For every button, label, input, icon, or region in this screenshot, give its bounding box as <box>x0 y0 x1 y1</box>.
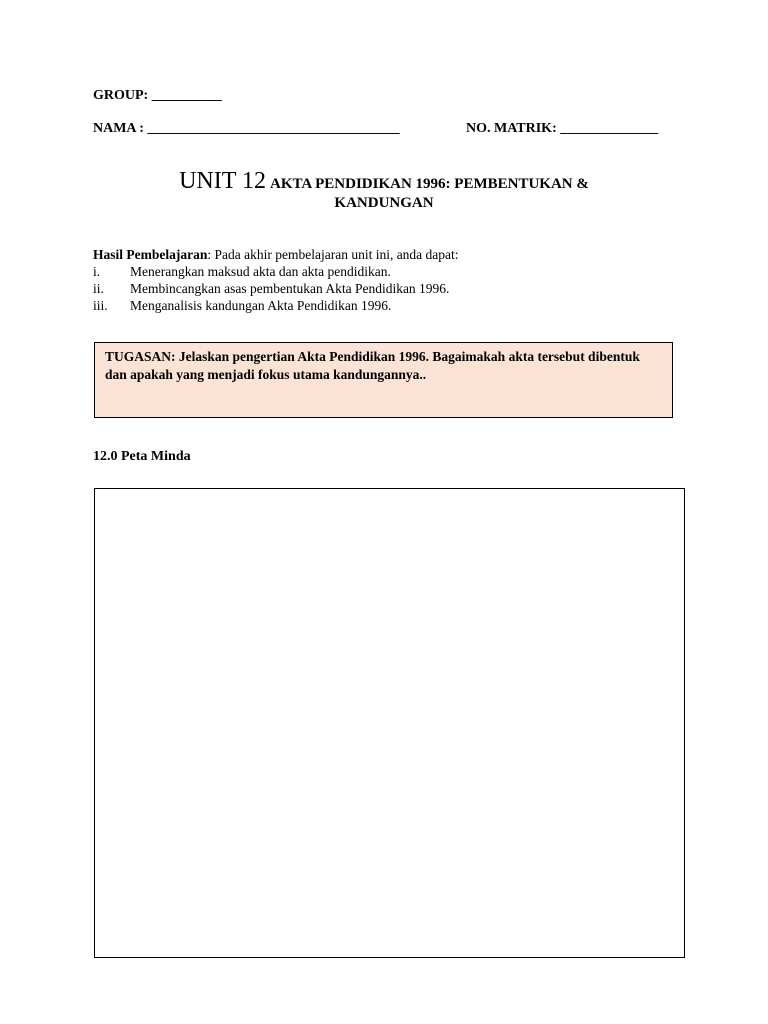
learning-outcomes-intro <box>93 247 459 263</box>
group-blank[interactable]: __________ <box>151 88 222 103</box>
group-field <box>93 88 222 104</box>
title-line-2: KANDUNGAN <box>334 195 434 211</box>
nama-label: NAMA : <box>93 121 144 136</box>
outcome-number: i. <box>93 264 101 279</box>
section-heading: 12.0 Peta Minda <box>93 449 191 464</box>
outcome-text: Membincangkan asas pembentukan Akta Pendidikan 1996. <box>130 281 450 296</box>
learning-outcomes-text: : Pada akhir pembelajaran unit ini, anda dapat: <box>207 247 459 262</box>
outcome-text: Menerangkan maksud akta dan akta pendidikan. <box>130 264 391 279</box>
page-title <box>0 168 768 195</box>
outcome-number: ii. <box>93 281 104 296</box>
matrik-field <box>466 121 658 137</box>
group-label: GROUP: <box>93 88 149 103</box>
outcome-number: iii. <box>93 298 108 313</box>
matrik-label: NO. MATRIK: <box>466 121 557 136</box>
nama-field <box>93 121 399 137</box>
task-text: TUGASAN: Jelaskan pengertian Akta Pendidikan 1996. Bagaimakah akta tersebut dibentuk dan apakah yang menjadi fokus utama kandungannya.. <box>105 349 640 382</box>
matrik-blank[interactable]: ______________ <box>560 121 659 136</box>
mind-map-box[interactable] <box>94 488 685 958</box>
title-line-1: AKTA PENDIDIKAN 1996: PEMBENTUKAN & <box>269 176 589 192</box>
unit-number: UNIT 12 <box>179 168 266 194</box>
task-box <box>94 342 673 418</box>
learning-outcomes-label: Hasil Pembelajaran <box>93 247 208 262</box>
nama-blank[interactable]: ____________________________________ <box>147 121 400 136</box>
outcome-text: Menganalisis kandungan Akta Pendidikan 1996. <box>130 298 392 313</box>
